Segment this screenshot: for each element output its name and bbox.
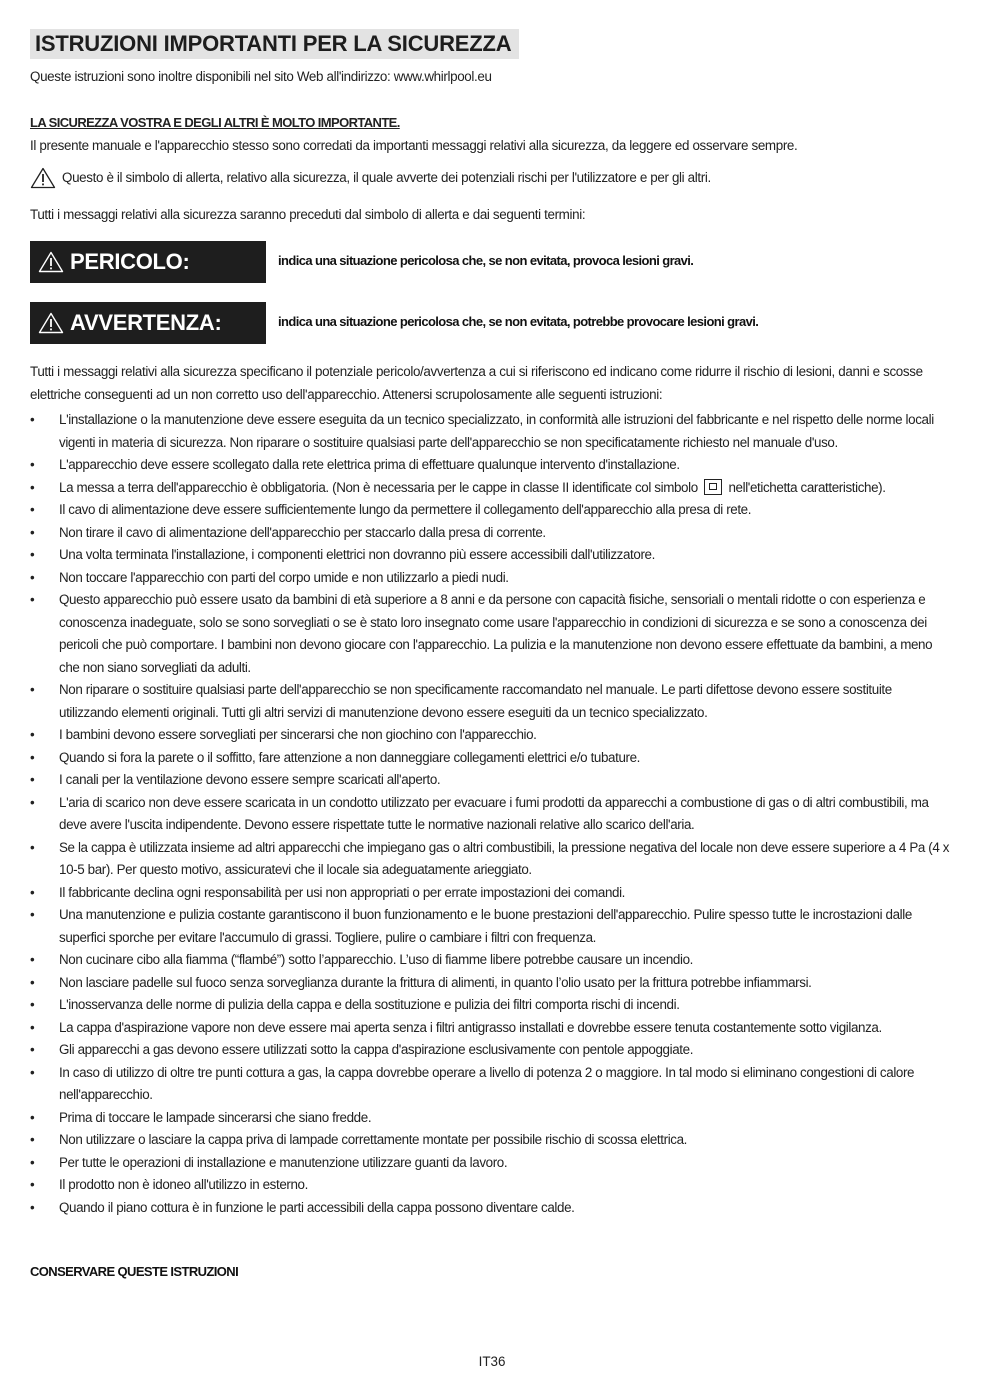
bullet: • xyxy=(30,412,35,427)
list-item: • La messa a terra dell'apparecchio è obbligatoria. (Non è necessaria per le cappe in classe II identificate col simbolo nell'etichetta caratteristiche). xyxy=(30,477,954,500)
bullet: • xyxy=(30,479,35,495)
bullet: • xyxy=(30,682,35,697)
list-item: • L'installazione o la manutenzione deve essere eseguita da un tecnico specializzato, in conformità alle istruzioni del fabbricante e nel rispetto delle norme locali vigenti in materia di sicurezza. Non riparare o sostituire qualsiasi parte dell'apparecchio se non specificatamente richiesto nel manuale d'uso. xyxy=(30,409,954,454)
bullet: • xyxy=(30,749,35,765)
list-item: • La cappa d'aspirazione vapore non deve essere mai aperta senza i filtri antigrasso installati e dovrebbe essere tenuta costantemente sotto vigilanza. xyxy=(30,1017,954,1040)
page-number: IT36 xyxy=(478,1354,506,1369)
bullet: • xyxy=(30,1132,35,1147)
terms-intro: Tutti i messaggi relativi alla sicurezza saranno preceduti dal simbolo di allerta e dai seguenti termini: xyxy=(30,207,586,222)
list-item: • L'apparecchio deve essere scollegato dalla rete elettrica prima di effettuare qualunque intervento d'installazione. xyxy=(30,454,954,477)
list-item: • I bambini devono essere sorvegliati per sincerarsi che non giochino con l'apparecchio. xyxy=(30,724,954,747)
class-ii-symbol-icon xyxy=(704,479,722,495)
bullet: • xyxy=(30,547,35,562)
bullet: • xyxy=(30,524,35,540)
bullet: • xyxy=(30,1109,35,1125)
warning-description: indica una situazione pericolosa che, se non evitata, potrebbe provocare lesioni gravi. xyxy=(278,314,759,329)
list-item: • L'inosservanza delle norme di pulizia della cappa e della sostituzione e pulizia dei filtri comporta rischi di incendi. xyxy=(30,994,954,1017)
bullet: • xyxy=(30,592,35,607)
bullet: • xyxy=(30,1177,35,1192)
list-item: • Questo apparecchio può essere usato da bambini di età superiore a 8 anni e da persone con capacità fisiche, sensoriali o mentali ridotte o con esperienza e conoscenza inadeguate, solo se sono sorvegliati o se è stato loro insegnato come usare l'apparecchio in condizioni di sicurezza e se sono a conoscenza dei pericoli che può comportare. I bambini non devono giocare con l'apparecchio. La pulizia e la manutenzione non devono essere effettuate da bambini, a meno che non siano sorvegliati da adulti. xyxy=(30,589,954,679)
bullet: • xyxy=(30,794,35,810)
list-item: • Non toccare l'apparecchio con parti del corpo umide e non utilizzarlo a piedi nudi. xyxy=(30,567,954,590)
warning-triangle-icon xyxy=(38,312,64,334)
safety-subheading: LA SICUREZZA VOSTRA E DEGLI ALTRI È MOLTO IMPORTANTE. xyxy=(30,115,400,130)
safety-rules-list xyxy=(30,409,954,1219)
list-item: • Prima di toccare le lampade sincerarsi che siano fredde. xyxy=(30,1107,954,1130)
list-item: • L'aria di scarico non deve essere scaricata in un condotto utilizzato per evacuare i fumi prodotti da apparecchi a combustione di gas o di altri combustibili, ma deve avere l'uscita indipendente. Devono essere rispettate tutte le normative nazionali relative allo scarico dell'aria. xyxy=(30,792,954,837)
warning-triangle-icon xyxy=(30,167,56,189)
list-item: • Il cavo di alimentazione deve essere sufficientemente lungo da permettere il collegamento dell'apparecchio alla presa di rete. xyxy=(30,499,954,522)
list-item: • Non lasciare padelle sul fuoco senza sorveglianza durante la frittura di alimenti, in quanto l’olio usato per la frittura potrebbe infiammarsi. xyxy=(30,972,954,995)
bullet: • xyxy=(30,457,35,472)
warning-triangle-icon xyxy=(38,251,64,273)
list-item: • Non tirare il cavo di alimentazione dell'apparecchio per staccarlo dalla presa di corrente. xyxy=(30,522,954,545)
web-note: Queste istruzioni sono inoltre disponibili nel sito Web all'indirizzo: www.whirlpool.eu xyxy=(30,69,492,84)
page-title: ISTRUZIONI IMPORTANTI PER LA SICUREZZA xyxy=(30,29,519,59)
list-item: • Se la cappa è utilizzata insieme ad altri apparecchi che impiegano gas o altri combustibili, la pressione negativa del locale non deve essere superiore a 4 Pa (4 x 10-5 bar). Per questo motivo, assicuratevi che il locale sia adeguatamente arieggiato. xyxy=(30,837,954,882)
bullet: • xyxy=(30,502,35,517)
danger-description: indica una situazione pericolosa che, se non evitata, provoca lesioni gravi. xyxy=(278,253,694,268)
bullet: • xyxy=(30,1199,35,1215)
bullet: • xyxy=(30,727,35,742)
warning-label-box xyxy=(30,302,266,344)
alert-symbol-line xyxy=(30,167,711,190)
bullet: • xyxy=(30,569,35,585)
danger-label: PERICOLO: xyxy=(70,249,190,274)
list-item: • In caso di utilizzo di oltre tre punti cottura a gas, la cappa dovrebbe operare a livello di potenza 2 o maggiore. In tal modo si eliminano congestioni di calore nell'apparecchio. xyxy=(30,1062,954,1107)
alert-symbol-text: Questo è il simbolo di allerta, relativo alla sicurezza, il quale avverte dei potenziali rischi per l'utilizzatore e per gli altri. xyxy=(62,170,711,185)
list-item: • Non utilizzare o lasciare la cappa priva di lampade correttamente montate per possibile rischio di scossa elettrica. xyxy=(30,1129,954,1152)
list-item: • Non riparare o sostituire qualsiasi parte dell'apparecchio se non specificamente raccomandato nel manuale. Le parti difettose devono essere sostituite utilizzando elementi originali. Tutti gli altri servizi di manutenzione devono essere eseguiti da un tecnico specializzato. xyxy=(30,679,954,724)
list-item: • Quando si fora la parete o il soffitto, fare attenzione a non danneggiare collegamenti elettrici e/o tubature. xyxy=(30,747,954,770)
bullet: • xyxy=(30,884,35,900)
bullet: • xyxy=(30,1154,35,1170)
list-item: • Per tutte le operazioni di installazione e manutenzione utilizzare guanti da lavoro. xyxy=(30,1152,954,1175)
closing-heading: CONSERVARE QUESTE ISTRUZIONI xyxy=(30,1264,239,1279)
bullet: • xyxy=(30,1042,35,1057)
warning-label: AVVERTENZA: xyxy=(70,310,222,335)
list-item: • Gli apparecchi a gas devono essere utilizzati sotto la cappa d'aspirazione esclusivamente con pentole appoggiate. xyxy=(30,1039,954,1062)
list-item: • Quando il piano cottura è in funzione le parti accessibili della cappa possono diventare calde. xyxy=(30,1197,954,1220)
list-item: • I canali per la ventilazione devono essere sempre scaricati all'aperto. xyxy=(30,769,954,792)
intro-text: Il presente manuale e l'apparecchio stesso sono corredati da importanti messaggi relativi alla sicurezza, da leggere ed osservare sempre. xyxy=(30,138,798,153)
list-item: • Una manutenzione e pulizia costante garantiscono il buon funzionamento e le buone prestazioni dell'apparecchio. Pulire spesso tutte le incrostazioni dalle superfici sporche per evitare l'accumulo di grassi. Togliere, pulire o cambiare i filtri con frequenza. xyxy=(30,904,954,949)
list-item: • Il prodotto non è idoneo all'utilizzo in esterno. xyxy=(30,1174,954,1197)
bullet: • xyxy=(30,907,35,922)
list-item: • Il fabbricante declina ogni responsabilità per usi non appropriati o per errate impostazioni dei comandi. xyxy=(30,882,954,905)
bullet: • xyxy=(30,974,35,990)
summary-paragraph: Tutti i messaggi relativi alla sicurezza specificano il potenziale pericolo/avvertenza a cui si riferiscono ed indicano come ridurre il rischio di lesioni, danni e scosse elettriche conseguenti ad un non corretto uso dell'apparecchio. Attenersi scrupolosamente alle seguenti istruzioni: xyxy=(30,364,923,402)
list-item: • Una volta terminata l'installazione, i componenti elettrici non dovranno più essere accessibili dall'utilizzatore. xyxy=(30,544,954,567)
bullet: • xyxy=(30,1064,35,1080)
bullet: • xyxy=(30,1019,35,1035)
bullet: • xyxy=(30,997,35,1012)
bullet: • xyxy=(30,772,35,787)
bullet: • xyxy=(30,839,35,855)
list-item: • Non cucinare cibo alla fiamma (“flambé”) sotto l’apparecchio. L’uso di fiamme libere potrebbe causare un incendio. xyxy=(30,949,954,972)
danger-label-box xyxy=(30,241,266,283)
bullet: • xyxy=(30,952,35,967)
